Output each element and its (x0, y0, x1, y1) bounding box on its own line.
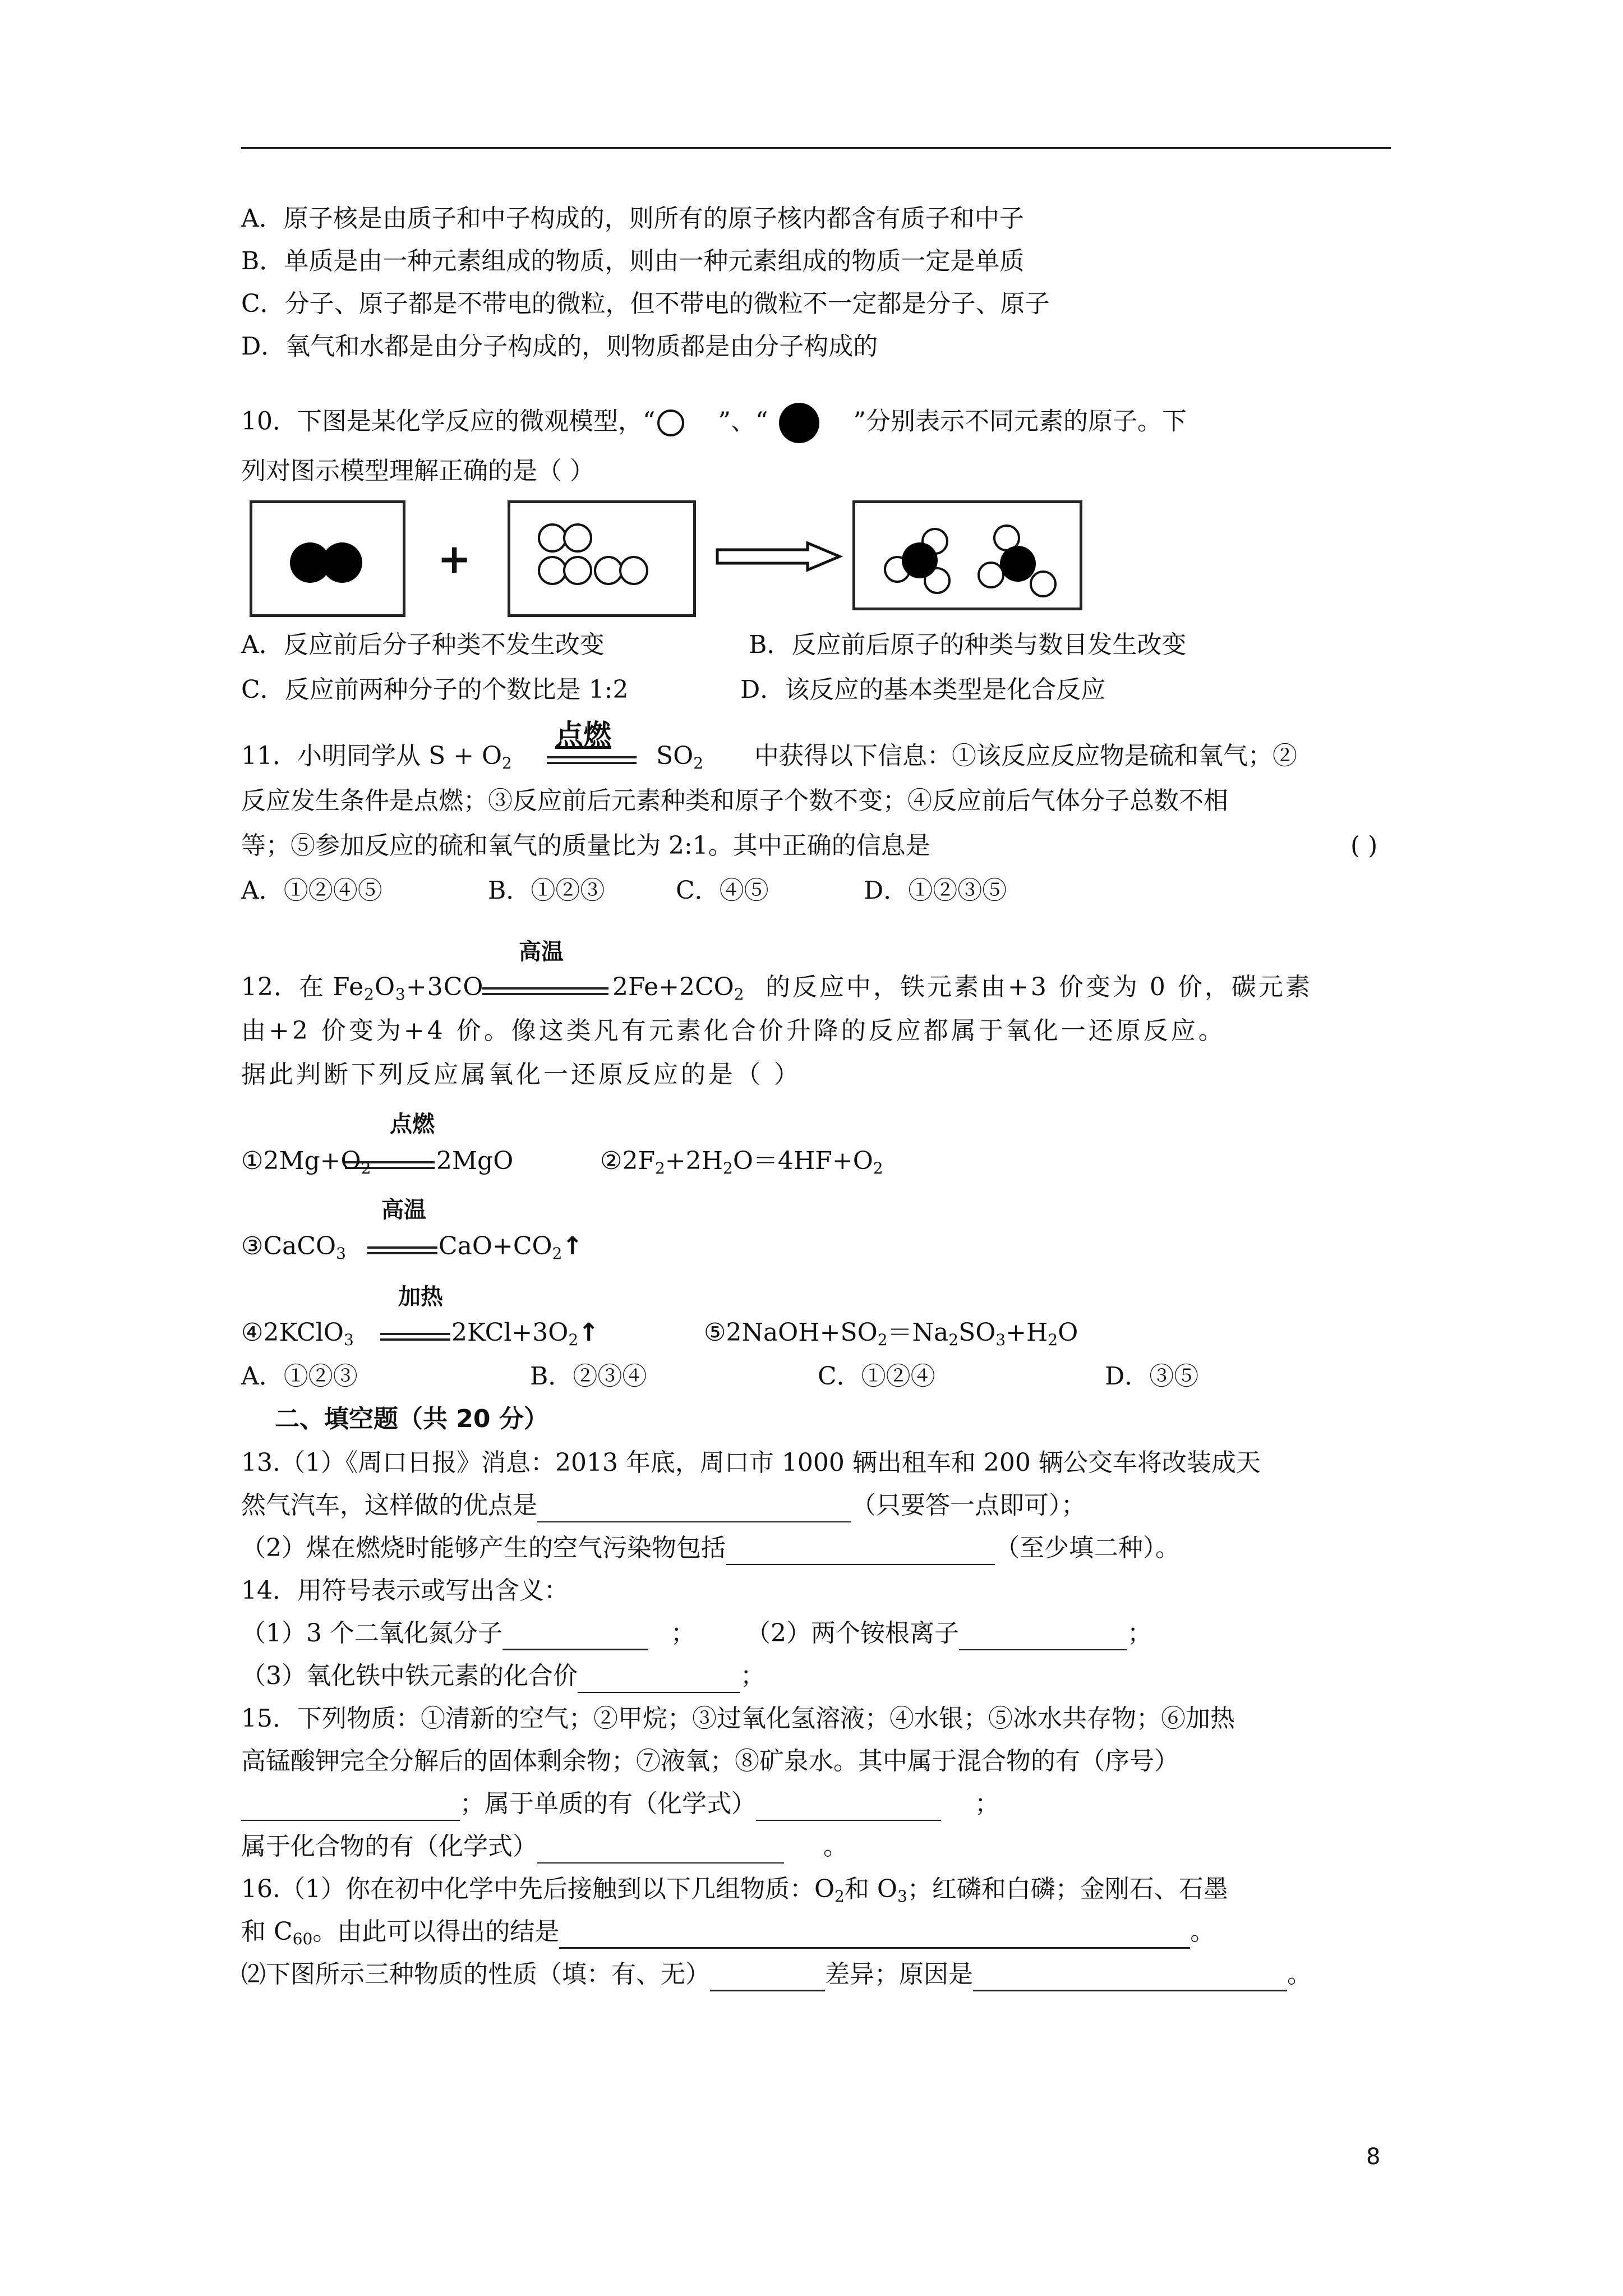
page-number: 8 (1366, 2144, 1381, 2170)
q16-answer-blank-2[interactable] (710, 1963, 825, 1991)
q11-option-d: D．①②③⑤ (864, 876, 1007, 905)
q14-answer-blank-1[interactable] (502, 1622, 648, 1650)
reaction-3: ③CaCO$_3$ (241, 1232, 346, 1263)
q13-line1: 13.（1）《周口日报》消息：2013 年底，周口市 1000 辆出租车和 200 辆公交车将改装成天 (241, 1448, 1261, 1477)
section-2-heading: 二、填空题（共 20 分） (275, 1405, 548, 1433)
black-diatomic-molecule (252, 503, 403, 614)
q9-option-a: A．原子核是由质子和中子构成的，则所有的原子核内都含有质子和中子 (241, 204, 1024, 233)
q13-answer-blank-1[interactable] (537, 1494, 851, 1522)
q10-option-a: A．反应前后分子种类不发生改变 (241, 631, 605, 659)
q15-line3: ；属于单质的有（化学式） ； (241, 1787, 999, 1821)
reactant-box-2 (508, 500, 696, 617)
q12-stem-line2: 由+2 价变为+4 价。像这类凡有元素化合价升降的反应都属于氧化一还原反应。 (241, 1016, 1226, 1045)
q11-product: $SO_2$ (656, 742, 704, 772)
q10-option-b: B．反应前后原子的种类与数目发生改变 (749, 631, 1187, 659)
q9-option-c: C．分子、原子都是不带电的微粒，但不带电的微粒不一定都是分子、原子 (241, 289, 1050, 318)
q14-answer-blank-2[interactable] (959, 1622, 1127, 1650)
r1-condition: 点燃 (390, 1111, 435, 1137)
r3-condition: 高温 (381, 1197, 426, 1223)
q12-option-b: B．②③④ (530, 1362, 647, 1391)
plus-sign: + (437, 535, 472, 582)
q10-option-d: D．该反应的基本类型是化合反应 (740, 675, 1106, 704)
q10-stem-line1: 10．下图是某化学反应的微观模型，“ ”、“ ”分别表示不同元素的原子。下 (241, 403, 1187, 443)
q15-line1: 15．下列物质：①清新的空气；②甲烷；③过氧化氢溶液；④水银；⑤冰水共存物；⑥加热 (241, 1704, 1235, 1733)
q15-answer-blank-2[interactable] (756, 1793, 941, 1821)
black-atom-icon (779, 403, 819, 443)
white-atom-icon (657, 409, 684, 436)
q15-answer-blank-3[interactable] (537, 1835, 784, 1864)
q15-line2: 高锰酸钾完全分解后的固体剩余物；⑦液氧；⑧矿泉水。其中属于混合物的有（序号） (241, 1747, 1179, 1775)
q14-line2: （1）3 个二氧化氮分子 ； （2）两个铵根离子 ； (241, 1617, 1152, 1650)
q16-line1: 16.（1）你在初中化学中先后接触到以下几组物质：$O_2$和 $O_3$；红磷和白磷；金刚石、石墨 (241, 1875, 1228, 1906)
q12-option-c: C．①②④ (818, 1362, 935, 1391)
r4-condition: 加热 (398, 1284, 443, 1310)
q11-condition: 点燃 (555, 719, 611, 751)
q10-option-c: C．反应前两种分子的个数比是 1:2 (241, 675, 629, 704)
q12-stem-line1: 12．在 $Fe_2O_3+3CO$ (241, 973, 484, 1004)
reactant-box-1 (250, 500, 405, 617)
q16-line2: 和 $C_{60}$。由此可以得出的结是 。 (241, 1917, 1215, 1948)
q12-stem-line3: 据此判断下列反应属氧化一还原反应的是（ ） (241, 1060, 801, 1089)
reaction-1-product: 2MgO (436, 1147, 514, 1175)
reaction-arrow (715, 540, 844, 573)
reaction-4-product: $2KCl+3O_2↑$ (451, 1318, 600, 1349)
q11-option-a: A．①②④⑤ (241, 876, 382, 905)
q10-stem-line2: 列对图示模型理解正确的是（ ） (241, 457, 594, 485)
reaction-4: ④2KClO$_3$ (241, 1318, 354, 1349)
q9-option-b: B．单质是由一种元素组成的物质，则由一种元素组成的物质一定是单质 (241, 247, 1025, 275)
product-box (852, 500, 1082, 610)
r3-equal-sign (367, 1246, 437, 1254)
reaction-3-product: $CaO+CO_2↑$ (439, 1232, 583, 1263)
q11-equal-sign (547, 756, 637, 764)
q11-stem-line1: 11．小明同学从 $S + O_2$ (241, 742, 512, 772)
r4-equal-sign (380, 1333, 450, 1341)
q14-line3: （3）氧化铁中铁元素的化合价 ； (241, 1659, 765, 1693)
q9-option-d: D．氧气和水都是由分子构成的，则物质都是由分子构成的 (241, 332, 878, 361)
q12-option-a: A．①②③ (241, 1362, 358, 1391)
q12-condition: 高温 (519, 939, 564, 965)
q12-option-d: D．③⑤ (1105, 1362, 1199, 1391)
reaction-2: $②2F_2+2H_2O=4HF+O_2$ (600, 1147, 883, 1177)
q13-answer-blank-2[interactable] (726, 1537, 995, 1565)
q16-answer-blank-3[interactable] (973, 1963, 1287, 1991)
q11-option-b: B．①②③ (488, 876, 605, 905)
product-molecules (855, 503, 1080, 608)
q15-line4: 属于化合物的有（化学式） 。 (241, 1830, 848, 1864)
q12-stem-line1-post: 的反应中，铁元素由+3 价变为 0 价，碳元素 (766, 973, 1312, 1001)
q13-line3: （2）煤在燃烧时能够产生的空气污染物包括 （至少填二种）。 (241, 1531, 1180, 1565)
q16-line3: ⑵下图所示三种物质的性质（填：有、无） 差异；原因是 。 (241, 1958, 1312, 1991)
q16-answer-blank-1[interactable] (559, 1920, 1190, 1949)
reaction-1: $①2Mg+O_2$ (241, 1147, 371, 1177)
white-diatomic-molecules (510, 503, 693, 614)
q12-equal-sign (482, 987, 608, 995)
q15-answer-blank-1[interactable] (241, 1793, 460, 1821)
q11-stem-line3: 等；⑤参加反应的硫和氧气的质量比为 2:1。其中正确的信息是 (241, 831, 930, 860)
reaction-5: $⑤2NaOH+SO_2=Na_2SO_3+H_2O$ (704, 1318, 1078, 1349)
q13-line2: 然气汽车，这样做的优点是 （只要答一点即可）； (241, 1489, 1086, 1522)
q11-stem-line2: 反应发生条件是点燃；③反应前后元素种类和原子个数不变；④反应前后气体分子总数不相 (241, 786, 1228, 815)
q11-stem-line1-post: 中获得以下信息：①该反应反应物是硫和氧气；② (754, 742, 1297, 770)
header-rule (241, 147, 1391, 149)
q14-line1: 14．用符号表示或写出含义： (241, 1576, 569, 1605)
q14-answer-blank-3[interactable] (578, 1665, 740, 1693)
q12-stem-line1-product: $2Fe+2CO_2$ (612, 973, 744, 1004)
q11-answer-paren: ( ) (1350, 831, 1378, 860)
q11-option-c: C．④⑤ (676, 876, 769, 905)
